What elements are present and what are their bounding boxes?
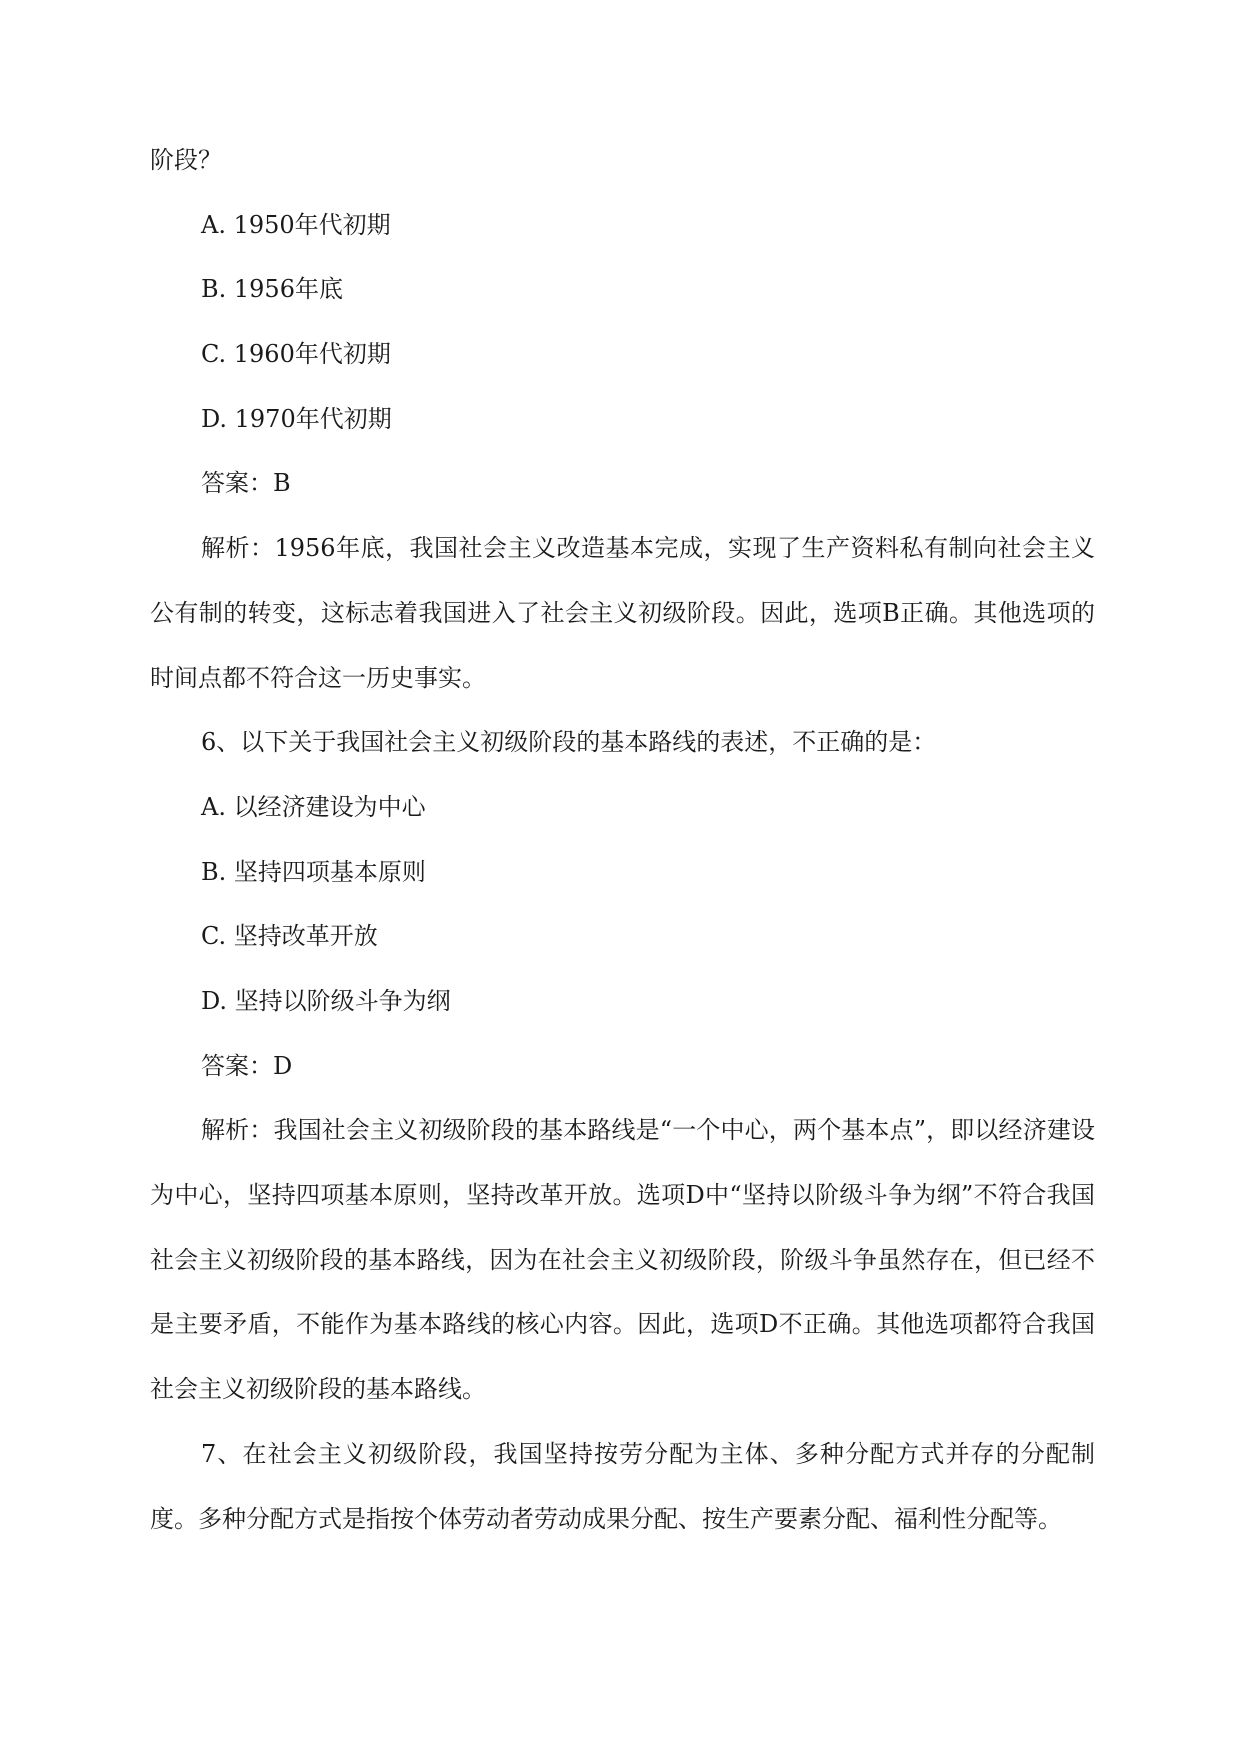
q7-stem: 7、在社会主义初级阶段，我国坚持按劳分配为主体、多种分配方式并存的分配制度。多种分配方式是指按个体劳动者劳动成果分配、按生产要素分配、福利性分配等。 <box>150 1439 1095 1533</box>
q6-option-a: A. 以经济建设为中心 <box>201 792 426 821</box>
q6-answer: 答案：D <box>201 1051 293 1080</box>
q5-stem-tail: 阶段？ <box>150 146 222 174</box>
q5-analysis: 解析：1956年底，我国社会主义改造基本完成，实现了生产资料私有制向社会主义公有制的转变，这标志着我国进入了社会主义初级阶段。因此，选项B正确。其他选项的时间点都不符合这一历史事实。 <box>150 534 1095 692</box>
q6-analysis: 解析：我国社会主义初级阶段的基本路线是“一个中心，两个基本点”，即以经济建设为中心，坚持四项基本原则，坚持改革开放。选项D中“坚持以阶级斗争为纲”不符合我国社会主义初级阶段的基本路线，因为在社会主义初级阶段，阶级斗争虽然存在，但已经不是主要矛盾，不能作为基本路线的核心内容。因此，选项D不正确。其他选项都符合我国社会主义初级阶段的基本路线。 <box>150 1116 1095 1404</box>
q5-option-c: C. 1960年代初期 <box>201 340 391 369</box>
q5-option-a: A. 1950年代初期 <box>201 210 391 239</box>
q6-option-c: C. 坚持改革开放 <box>201 922 378 951</box>
q6-stem: 6、以下关于我国社会主义初级阶段的基本路线的表述，不正确的是： <box>201 728 937 757</box>
q5-answer: 答案：B <box>201 469 291 498</box>
q6-option-b: B. 坚持四项基本原则 <box>201 857 426 886</box>
document-page <box>150 128 1095 1551</box>
q5-option-b: B. 1956年底 <box>201 275 343 304</box>
q6-option-d: D. 坚持以阶级斗争为纲 <box>201 986 451 1015</box>
q5-option-d: D. 1970年代初期 <box>201 404 392 433</box>
